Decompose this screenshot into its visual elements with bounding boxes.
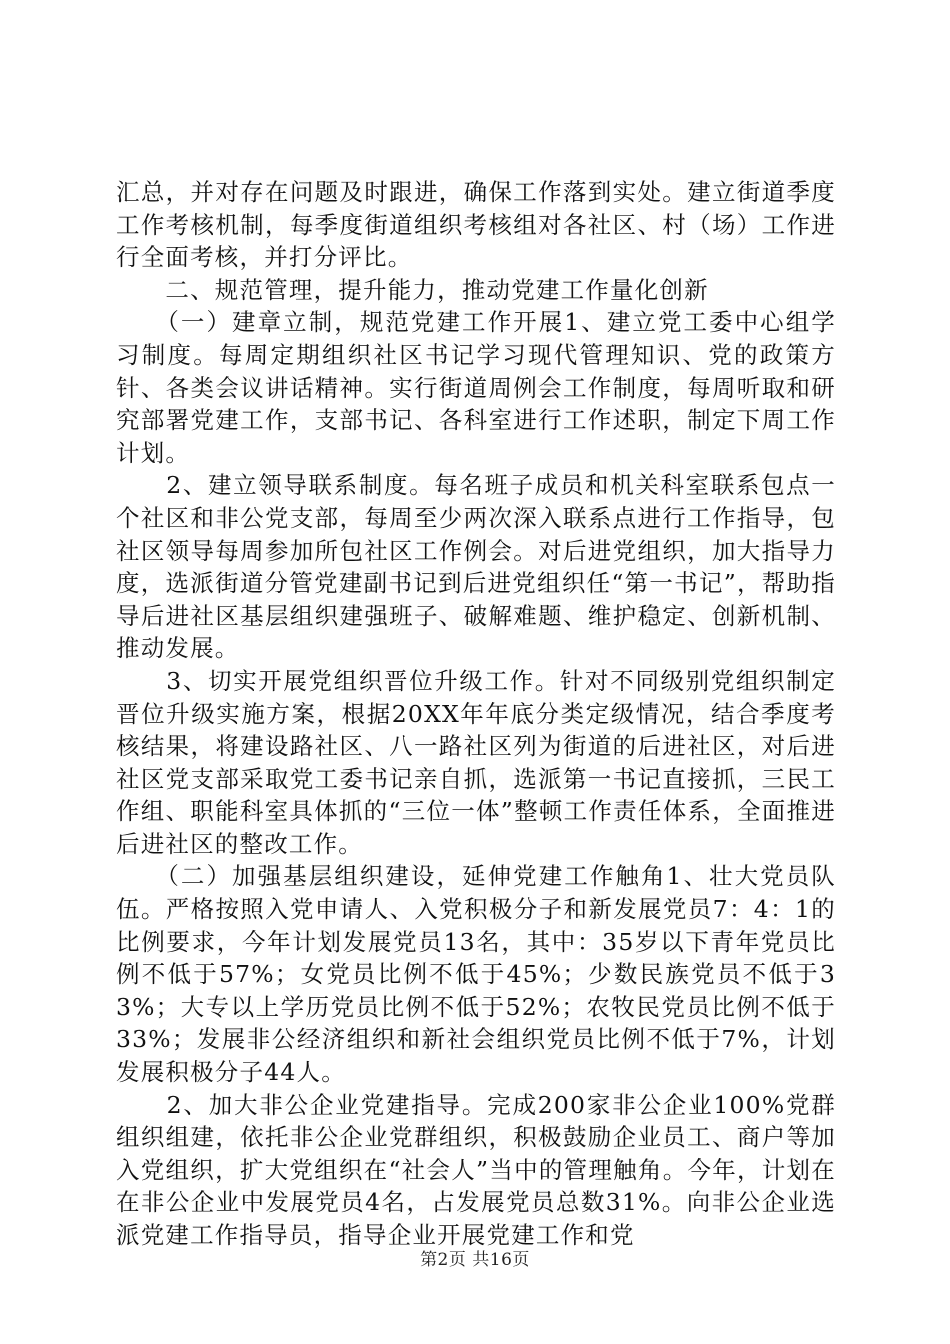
- paragraph-upgrade-work: 3、切实开展党组织晋位升级工作。针对不同级别党组织制定晋位升级实施方案，根据20XX年年底分类定级情况，结合季度考核结果，将建设路社区、八一路社区列为街道的后进社区，对后进社区党支部采取党工委书记亲自抓，选派第一书记直接抓，三民工作组、职能科室具体抓的“三位一体”整顿工作责任体系，全面推进后进社区的整改工作。: [116, 666, 836, 858]
- page-number-footer: 第2页 共16页: [420, 1250, 530, 1270]
- paragraph-leadership-contact: 2、建立领导联系制度。每名班子成员和机关科室联系包点一个社区和非公党支部，每周至少两次深入联系点进行工作指导，包社区领导每周参加所包社区工作例会。对后进党组织，加大指导力度，选派街道分管党建副书记到后进党组织任“第一书记”，帮助指导后进社区基层组织建强班子、破解难题、维护稳定、创新机制、推动发展。: [116, 471, 836, 663]
- section-heading-two: 二、规范管理，提升能力，推动党建工作量化创新: [116, 275, 709, 304]
- paragraph-nonpublic-guidance: 2、加大非公企业党建指导。完成200家非公企业100%党群组织组建，依托非公企业党群组织，积极鼓励企业员工、商户等加入党组织，扩大党组织在“社会人”当中的管理触角。今年，计划在在非公企业中发展党员4名，占发展党员总数31%。向非公企业选派党建工作指导员，指导企业开展党建工作和党: [116, 1090, 836, 1249]
- document-body: [116, 176, 836, 1252]
- paragraph-subsection-one: （一）建章立制，规范党建工作开展1、建立党工委中心组学习制度。每周定期组织社区书记学习现代管理知识、党的政策方针、各类会议讲话精神。实行街道周例会工作制度，每周听取和研究部署党建工作，支部书记、各科室进行工作述职，制定下周工作计划。: [116, 308, 836, 467]
- paragraph-subsection-two: （二）加强基层组织建设，延伸党建工作触角1、壮大党员队伍。严格按照入党申请人、入党积极分子和新发展党员7：4：1的比例要求，今年计划发展党员13名，其中：35岁以下青年党员比例不低于57%；女党员比例不低于45%；少数民族党员不低于33%；大专以上学历党员比例不低于52%；农牧民党员比例不低于33%；发展非公经济组织和新社会组织党员比例不低于7%，计划发展积极分子44人。: [116, 862, 836, 1087]
- paragraph-summary: 汇总，并对存在问题及时跟进，确保工作落到实处。建立街道季度工作考核机制，每季度街道组织考核组对各社区、村（场）工作进行全面考核，并打分评比。: [116, 178, 836, 272]
